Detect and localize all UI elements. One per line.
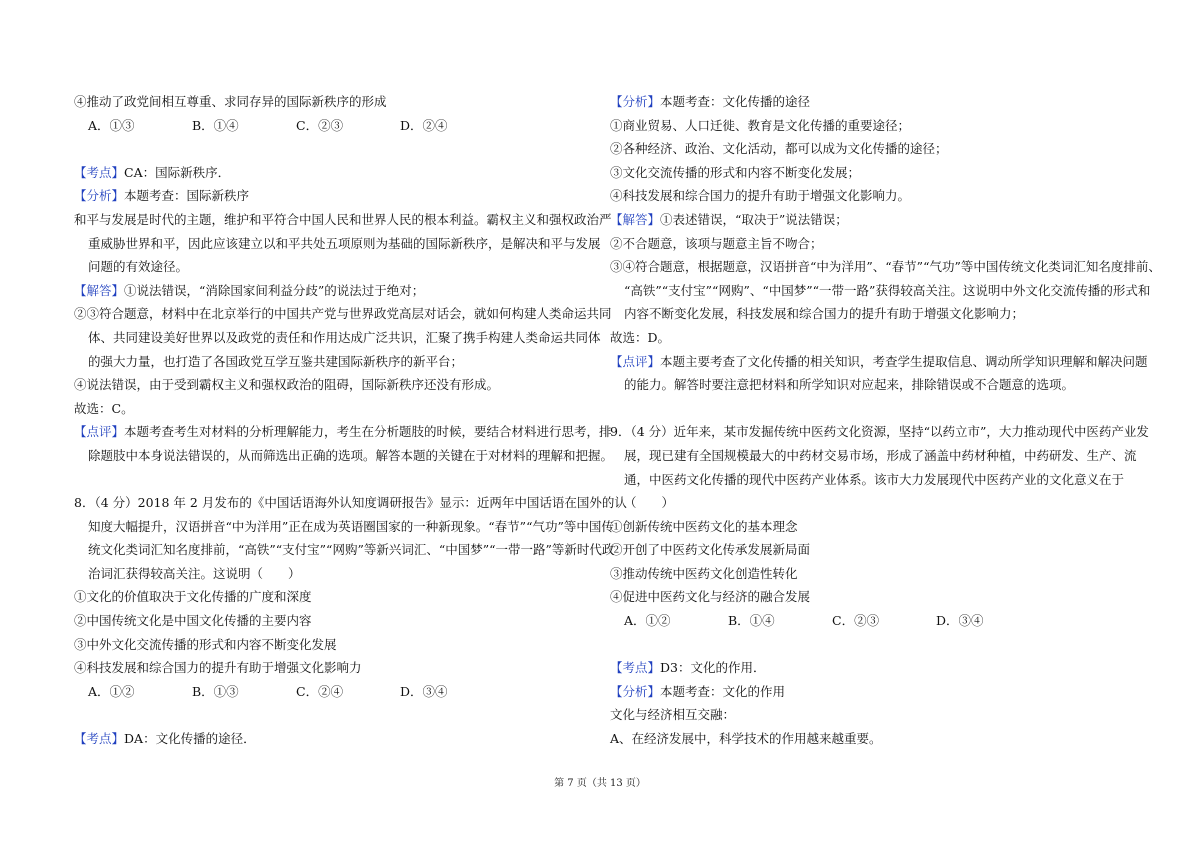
text-line: A、在经济发展中，科学技术的作用越来越重要。: [610, 731, 882, 747]
fenxi-tag: 【分析】: [74, 188, 125, 204]
statement: ④促进中医药文化与经济的融合发展: [610, 589, 811, 605]
question-8-stem: 8．（4 分）2018 年 2 月发布的《中国话语海外认知度调研报告》显示：近两年中国话语在国外的认: [74, 495, 627, 511]
text-line: ②不合题意，该项与题意主旨不吻合；: [610, 235, 823, 251]
q7-options: [74, 114, 594, 138]
text-line: 重威胁世界和平，因此应该建立以和平共处五项原则为基础的国际新秩序，是解决和平与发展: [88, 235, 601, 251]
q8-options: [74, 680, 594, 704]
text-line: ①商业贸易、人口迁徙、教育是文化传播的重要途径；: [610, 117, 911, 133]
text-line: ④科技发展和综合国力的提升有助于增强文化影响力。: [610, 188, 911, 204]
option-a: A．①②: [624, 613, 671, 629]
text-line: 和平与发展是时代的主题，维护和平符合中国人民和世界人民的根本利益。霸权主义和强权政治严: [74, 211, 612, 227]
dianping-tag: 【点评】: [610, 353, 661, 369]
option-a: A．①③: [88, 117, 135, 133]
right-column: [610, 90, 1161, 751]
dianping-tag: 【点评】: [74, 424, 125, 440]
jieda-tag: 【解答】: [610, 211, 661, 227]
jieda-line: [74, 279, 594, 303]
text-line: 的能力。解答时要注意把材料和所学知识对应起来，排除错误或不合题意的选项。: [624, 377, 1075, 393]
jieda-text: ①表述错误，“取决于”说法错误；: [660, 211, 848, 227]
text-line: 的强大力量，也打造了各国政党互学互鉴共建国际新秩序的新平台；: [88, 353, 464, 369]
q9-options: [610, 609, 1130, 633]
left-column: [74, 90, 627, 751]
text-line: 体、共同建设美好世界以及政党的责任和作用达成广泛共识，汇聚了携手构建人类命运共同体: [88, 329, 601, 345]
option-b: B．①④: [192, 117, 239, 133]
text-line: （ ）: [624, 495, 675, 511]
answer-line: 故选：C。: [74, 400, 134, 416]
text-line: 统文化类词汇知名度排前，“高铁”“支付宝”“网购”等新兴词汇、“中国梦”“一带一路”等新时代政: [88, 542, 615, 558]
fenxi-text: 本题考查：文化传播的途径: [660, 94, 811, 109]
text-line: ③文化交流传播的形式和内容不断变化发展；: [610, 164, 861, 180]
fenxi-line: [610, 90, 1130, 114]
statement: ④科技发展和综合国力的提升有助于增强文化影响力: [74, 660, 362, 676]
kaodian-tag: 【考点】: [74, 164, 125, 180]
text-line: 文化与经济相互交融：: [610, 707, 736, 723]
fenxi-tag: 【分析】: [610, 683, 661, 699]
text-line: ②各种经济、政治、文化活动，都可以成为文化传播的途径；: [610, 141, 948, 157]
statement: ①创新传统中医药文化的基本理念: [610, 518, 798, 534]
statement: ③中外文化交流传播的形式和内容不断变化发展: [74, 636, 337, 652]
text-line: 展，现已建有全国规模最大的中药材交易市场，形成了涵盖中药材种植，中药研发、生产、流: [624, 447, 1137, 463]
text-line: ②③符合题意，材料中在北京举行的中国共产党与世界政党高层对话会，就如何构建人类命运共同: [74, 306, 612, 322]
kaodian-line: [74, 161, 594, 185]
kaodian-text: DA：文化传播的途径．: [124, 731, 256, 747]
jieda-tag: 【解答】: [74, 282, 125, 298]
text-line: ④推动了政党间相互尊重、求同存异的国际新秩序的形成: [74, 94, 387, 109]
fenxi-line: [610, 680, 1130, 704]
text-line: 知度大幅提升，汉语拼音“中为洋用”正在成为英语圈国家的一种新现象。“春节”“气功”等中国传: [88, 518, 614, 534]
jieda-line: [610, 208, 1130, 232]
dianping-line: [610, 350, 1148, 374]
kaodian-tag: 【考点】: [74, 731, 125, 747]
kaodian-line: [74, 727, 594, 751]
text-line: 除题肢中本身说法错误的，从而筛选出正确的选项。解答本题的关键在于对材料的理解和把握。: [88, 447, 614, 463]
option-c: C．②③: [296, 117, 344, 133]
fenxi-line: [74, 184, 594, 208]
option-b: B．①③: [192, 683, 239, 699]
statement: ①文化的价值取决于文化传播的广度和深度: [74, 589, 312, 605]
fenxi-text: 本题考查：文化的作用: [660, 683, 786, 699]
dianping-line: [74, 420, 612, 444]
statement: ②开创了中医药文化传承发展新局面: [610, 542, 811, 558]
option-a: A．①②: [88, 683, 135, 699]
fenxi-text: 本题考查：国际新秩序: [124, 188, 250, 204]
text-line: “高铁”“支付宝”“网购”、“中国梦”“一带一路”获得较高关注。这说明中外文化交流传播的形式和: [624, 282, 1151, 298]
option-b: B．①④: [728, 613, 775, 629]
text-line: 问题的有效途径。: [88, 259, 189, 275]
answer-line: 故选：D。: [610, 329, 671, 345]
kaodian-tag: 【考点】: [610, 660, 661, 676]
option-d: D．②④: [400, 117, 448, 133]
jieda-text: ①说法错误，“消除国家间利益分歧”的说法过于绝对；: [124, 282, 425, 298]
option-d: D．③④: [936, 613, 984, 629]
option-c: C．②④: [296, 683, 344, 699]
kaodian-text: CA：国际新秩序．: [124, 164, 231, 180]
text-line: 治词汇获得较高关注。这说明（ ）: [88, 565, 301, 581]
kaodian-line: [610, 656, 1130, 680]
dianping-text: 本题主要考查了文化传播的相关知识，考查学生提取信息、调动所学知识理解和解决问题: [660, 353, 1148, 369]
kaodian-text: D3：文化的作用．: [660, 660, 766, 676]
option-c: C．②③: [832, 613, 880, 629]
statement: ②中国传统文化是中国文化传播的主要内容: [74, 613, 312, 629]
question-9-stem: 9．（4 分）近年来，某市发掘传统中医药文化资源，坚持“以药立市”，大力推动现代中医药产业发: [610, 424, 1149, 440]
fenxi-tag: 【分析】: [610, 94, 661, 109]
text-line: 通，中医药文化传播的现代中医药产业体系。该市大力发展现代中医药产业的文化意义在于: [624, 471, 1125, 487]
option-d: D．③④: [400, 683, 448, 699]
statement: ③推动传统中医药文化创造性转化: [610, 565, 798, 581]
text-line: ④说法错误，由于受到霸权主义和强权政治的阻碍，国际新秩序还没有形成。: [74, 377, 500, 393]
text-line: ③④符合题意，根据题意，汉语拼音“中为洋用”、“春节”“气功”等中国传统文化类词汇知名度排前、: [610, 259, 1161, 275]
page-footer: 第 7 页（共 13 页）: [554, 778, 646, 789]
text-line: 内容不断变化发展，科技发展和综合国力的提升有助于增强文化影响力；: [624, 306, 1025, 322]
dianping-text: 本题考查考生对材料的分析理解能力，考生在分析题肢的时候，要结合材料进行思考，排: [124, 424, 612, 440]
